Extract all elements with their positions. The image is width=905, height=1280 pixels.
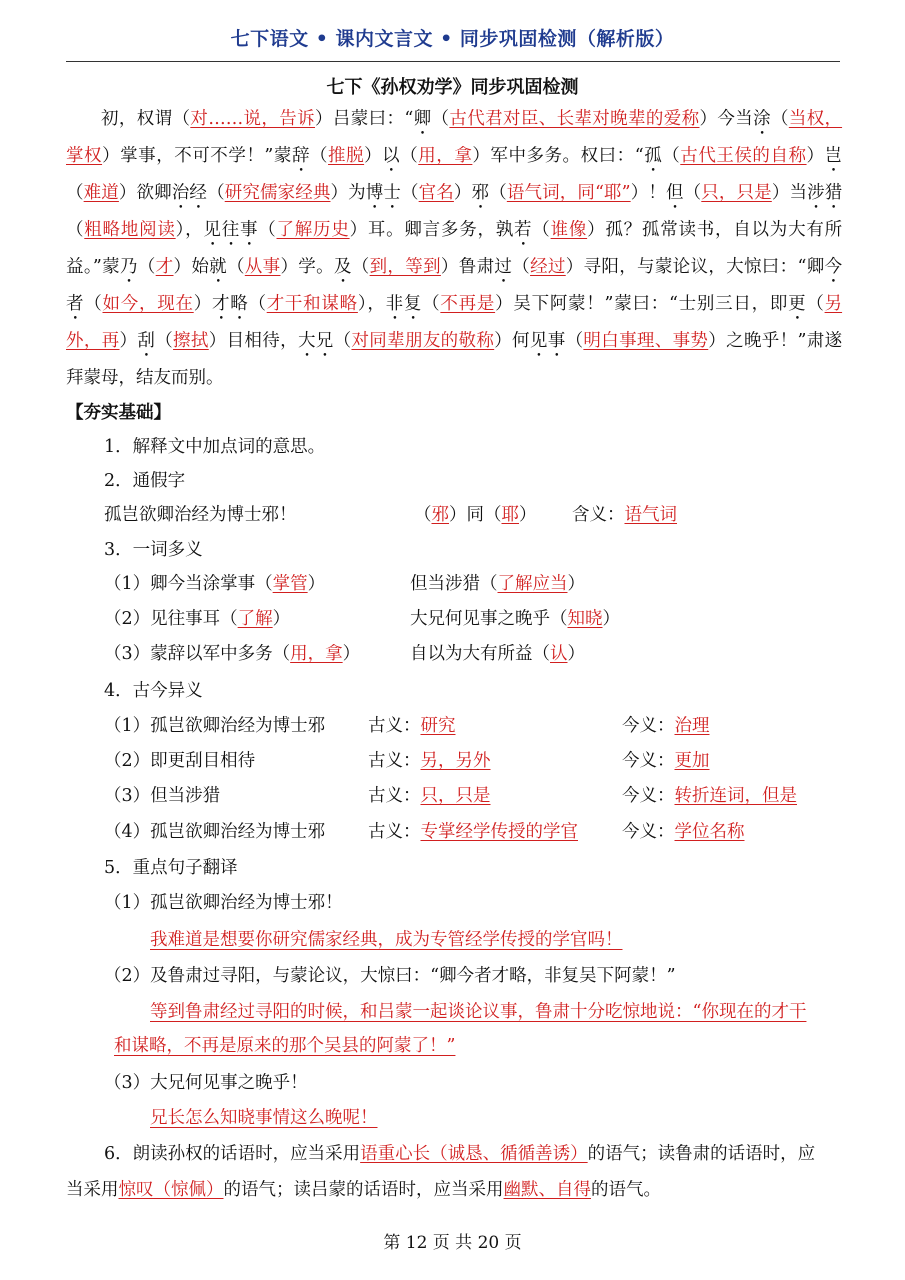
passage-annotation: 谁像 <box>550 220 588 240</box>
q3-item-right <box>410 570 585 595</box>
passage-text: （ <box>309 146 329 166</box>
q4-old-answer: 另，另外 <box>420 751 491 771</box>
dotted-word: 以 <box>382 146 401 166</box>
passage-annotation: 语气词，同“耶” <box>506 183 631 203</box>
passage-text: ） <box>119 331 138 351</box>
dotted-word: 治经 <box>171 183 208 203</box>
passage-text: （ <box>137 257 156 277</box>
q4-sentence: （3）但当涉猎 <box>104 786 221 806</box>
passage-text: （ <box>155 331 174 351</box>
passage-text: （ <box>683 183 702 203</box>
header-divider <box>66 61 840 62</box>
q3-text: ） <box>602 609 620 629</box>
q5-translation: 我难道是想要你研究儒家经典，成为专管经学传授的学官吗！ <box>150 930 623 950</box>
q2-sentence: 孤岂欲卿治经为博士邪！ <box>104 505 297 525</box>
dotted-word: 但 <box>666 183 684 203</box>
passage-annotation: 不再是 <box>440 294 496 314</box>
passage-text: （ <box>532 220 551 240</box>
passage-text: ）吕蒙曰：“ <box>315 109 414 129</box>
q6-line1 <box>104 1140 815 1165</box>
dotted-word: 今者 <box>66 257 843 314</box>
q5-question: （3）大兄何见事之晚乎！ <box>104 1073 308 1093</box>
q3-item-left <box>104 640 360 665</box>
dotted-word: 辞 <box>291 146 310 166</box>
q3-item-left <box>104 605 290 630</box>
q3-text: ） <box>567 644 585 664</box>
q4-new-answer: 学位名称 <box>674 822 745 842</box>
passage-annotation: 难道 <box>83 183 119 203</box>
q2-meaning-answer: 语气词 <box>624 505 677 525</box>
passage-text: （ <box>565 331 584 351</box>
q4-new <box>622 712 710 737</box>
dotted-word: 邪 <box>471 183 490 203</box>
dotted-word: 乃 <box>120 257 138 277</box>
passage-text: （ <box>770 109 789 129</box>
passage-text: （ <box>66 183 84 203</box>
q4-sentence: （4）孤岂欲卿治经为博士邪 <box>104 822 326 842</box>
q4-old-label: 古义： <box>368 716 421 736</box>
passage-text: ）始 <box>173 257 210 277</box>
passage-text: ） <box>806 146 825 166</box>
passage-text: ）今当 <box>699 109 754 129</box>
q3-label: 3．一词多义 <box>104 540 203 560</box>
passage-text: （ <box>333 331 352 351</box>
dotted-word: 涉猎 <box>807 183 843 203</box>
q4-new <box>622 782 797 807</box>
q4-new-answer: 转折连词，但是 <box>674 786 797 806</box>
q4-old <box>368 712 456 737</box>
passage-annotation: 如今，现在 <box>102 294 194 314</box>
passage-text: ） <box>364 146 383 166</box>
dotted-word: 见往事 <box>203 220 259 240</box>
q2-text: ）同（ <box>449 505 502 525</box>
passage-text: （ <box>806 294 825 314</box>
passage-annotation: 古代王侯的自称 <box>680 146 807 166</box>
q2-same-answer: 耶 <box>501 505 519 525</box>
q3-text: （2）见往事耳（ <box>104 609 238 629</box>
classical-passage <box>66 102 842 397</box>
q2-text: ） <box>519 505 537 525</box>
q6-text: 的语气。 <box>591 1180 661 1200</box>
passage-annotation: 了解历史 <box>276 220 350 240</box>
passage-text: （ <box>662 146 681 166</box>
q3-answer: 用，拿 <box>290 644 343 664</box>
passage-text: ）目相待， <box>208 331 298 351</box>
passage-text: ）鲁肃 <box>440 257 495 277</box>
q4-sentence: （2）即更刮目相待 <box>104 751 256 771</box>
q3-text: 大兄何见事之晚乎（ <box>410 609 568 629</box>
passage-annotation: 经过 <box>530 257 566 277</box>
passage-text: （ <box>431 109 450 129</box>
passage-text: ） <box>193 294 212 314</box>
passage-text: ） <box>453 183 472 203</box>
q5-label: 5．重点句子翻译 <box>104 858 238 878</box>
dotted-word: 若 <box>514 220 533 240</box>
dotted-word: 更 <box>788 294 807 314</box>
q4-new-label: 今义： <box>622 822 675 842</box>
q2-label: 2．通假字 <box>104 471 186 491</box>
dotted-word: 大兄 <box>297 331 334 351</box>
dotted-word: 涂 <box>753 109 771 129</box>
dotted-word: 就 <box>209 257 227 277</box>
passage-annotation: 擦拭 <box>173 331 209 351</box>
passage-text: （ <box>401 183 419 203</box>
q3-item-right <box>410 605 620 630</box>
passage-text: （ <box>84 294 103 314</box>
q4-old <box>368 782 491 807</box>
passage-annotation: 当权，掌权 <box>66 109 843 166</box>
passage-annotation: 研究儒家经典 <box>224 183 331 203</box>
q3-answer: 了解 <box>237 609 273 629</box>
passage-text: ）军中多务。权曰：“ <box>472 146 644 166</box>
dotted-word: 过 <box>494 257 513 277</box>
q4-old-label: 古义： <box>368 822 421 842</box>
q2-answer <box>414 501 537 526</box>
q3-text: （1）卿今当涂掌事（ <box>104 574 273 594</box>
q4-old <box>368 818 578 843</box>
q5-question: （2）及鲁肃过寻阳，与蒙论议，大惊曰：“卿今者才略，非复吴下阿蒙！” <box>104 966 676 986</box>
passage-annotation: 另外，再 <box>66 294 843 351</box>
passage-text: ）为 <box>330 183 366 203</box>
q3-text: ） <box>342 644 361 664</box>
dotted-word: 岂 <box>824 146 843 166</box>
q4-sentence: （1）孤岂欲卿治经为博士邪 <box>104 716 326 736</box>
q4-new-answer: 更加 <box>674 751 710 771</box>
q4-new <box>622 747 710 772</box>
passage-text: （ <box>226 257 245 277</box>
passage-text: （ <box>512 257 531 277</box>
passage-annotation: 才干和谋略 <box>266 294 358 314</box>
dotted-word: 才略 <box>211 294 249 314</box>
q6-answer: 幽默、自得 <box>503 1180 591 1200</box>
passage-annotation: 粗略地阅读 <box>84 220 176 240</box>
q4-label: 4．古今异义 <box>104 681 203 701</box>
passage-annotation: 只，只是 <box>701 183 772 203</box>
q5-translation: 兄长怎么知晓事情这么晚呢！ <box>150 1108 378 1128</box>
passage-paragraph <box>66 102 842 397</box>
dotted-word: 卿 <box>413 109 432 129</box>
passage-annotation: 用，拿 <box>418 146 473 166</box>
q4-old-answer: 研究 <box>420 716 456 736</box>
passage-text: （ <box>351 257 370 277</box>
passage-text: ）欲卿 <box>118 183 172 203</box>
q3-text: ） <box>307 574 326 594</box>
q6-text: 的语气；读吕蒙的话语时，应当采用 <box>223 1180 504 1200</box>
q3-text: ） <box>567 574 585 594</box>
q4-old-answer: 专掌经学传授的学官 <box>420 822 578 842</box>
q4-old-label: 古义： <box>368 751 421 771</box>
passage-text: ）， <box>175 220 204 240</box>
passage-text: （ <box>258 220 277 240</box>
passage-annotation: 对同辈朋友的敬称 <box>351 331 495 351</box>
passage-text: （ <box>207 183 225 203</box>
dotted-word: 及 <box>333 257 352 277</box>
q4-new-label: 今义： <box>622 786 675 806</box>
passage-annotation: 对……说，告诉 <box>190 109 316 129</box>
q3-answer: 掌管 <box>272 574 308 594</box>
q6-answer: 语重心长（诚恳、循循善诱） <box>360 1144 588 1164</box>
passage-text: ）学。 <box>280 257 334 277</box>
section-heading: 【夯实基础】 <box>66 403 171 423</box>
q4-new-label: 今义： <box>622 716 675 736</box>
passage-annotation: 明白事理、事势 <box>583 331 709 351</box>
q2-text: （ <box>414 505 432 525</box>
passage-text: ）， <box>357 294 386 314</box>
passage-text: （ <box>66 220 85 240</box>
q5-translation: 和谋略，不再是原来的那个吴县的阿蒙了！” <box>114 1036 456 1056</box>
passage-text: ）掌事，不可不学！”蒙 <box>102 146 292 166</box>
q5-translation: 等到鲁肃经过寻阳的时候，和吕蒙一起谈论议事，鲁肃十分吃惊地说：“你现在的才干 <box>150 1002 807 1022</box>
q4-new-answer: 治理 <box>674 716 710 736</box>
passage-text: （ <box>400 146 419 166</box>
q1-label: 1．解释文中加点词的意思。 <box>104 437 326 457</box>
passage-annotation: 古代君对臣、长辈对晚辈的爱称 <box>449 109 700 129</box>
doc-title: 七下《孙权劝学》同步巩固检测 <box>326 77 579 98</box>
q4-new-label: 今义： <box>622 751 675 771</box>
q3-text: ） <box>272 609 291 629</box>
passage-text: ）之晚乎！”肃遂拜蒙母，结友而别。 <box>66 331 843 388</box>
q3-item-left <box>104 570 325 595</box>
passage-text: ）吴下阿蒙！”蒙曰：“士别三日，即 <box>495 294 789 314</box>
q3-text: （3）蒙辞以军中多务（ <box>104 644 291 664</box>
passage-text: ）寻阳，与蒙论议，大惊曰：“卿 <box>565 257 825 277</box>
passage-text: ）孤？孤常读书，自以为大有所益。”蒙 <box>66 220 843 277</box>
passage-annotation: 到，等到 <box>369 257 441 277</box>
passage-text: ）何 <box>494 331 530 351</box>
passage-text: （ <box>489 183 507 203</box>
passage-text: ）耳。卿言多务，孰 <box>349 220 515 240</box>
passage-annotation: 从事 <box>244 257 281 277</box>
passage-text: 初，权谓（ <box>101 109 191 129</box>
passage-text: （ <box>248 294 267 314</box>
q2-meaning-label: 含义： <box>572 505 625 525</box>
q2-char-answer: 邪 <box>431 505 449 525</box>
passage-text: （ <box>422 294 441 314</box>
passage-annotation: 官名 <box>418 183 454 203</box>
q6-text: 6．朗读孙权的话语时，应当采用 <box>104 1144 361 1164</box>
q3-answer: 了解应当 <box>497 574 568 594</box>
q3-item-right <box>410 640 585 665</box>
q3-answer: 知晓 <box>567 609 603 629</box>
q4-old-answer: 只，只是 <box>420 786 491 806</box>
page-header: 七下语文 • 课内文言文 • 同步巩固检测（解析版） <box>230 28 675 50</box>
q4-new <box>622 818 745 843</box>
q2-meaning <box>572 501 677 526</box>
q5-question: （1）孤岂欲卿治经为博士邪！ <box>104 893 343 913</box>
q6-text: 的语气；读鲁肃的话语时，应 <box>587 1144 816 1164</box>
passage-text: ）！ <box>630 183 667 203</box>
dotted-word: 博士 <box>365 183 401 203</box>
passage-text: ）当 <box>771 183 808 203</box>
dotted-word: 孤 <box>643 146 663 166</box>
dotted-word: 见事 <box>529 331 566 351</box>
q6-answer: 惊叹（惊佩） <box>118 1180 224 1200</box>
passage-annotation: 推脱 <box>328 146 365 166</box>
dotted-word: 非复 <box>385 294 423 314</box>
dotted-word: 刮 <box>137 331 156 351</box>
q6-text: 当采用 <box>66 1180 119 1200</box>
q3-answer: 认 <box>550 644 568 664</box>
q6-line2 <box>66 1176 661 1201</box>
q3-text: 自以为大有所益（ <box>410 644 550 664</box>
q4-old <box>368 747 491 772</box>
page-number: 第 12 页 共 20 页 <box>383 1233 522 1253</box>
passage-annotation: 才 <box>155 257 174 277</box>
q3-text: 但当涉猎（ <box>410 574 498 594</box>
q4-old-label: 古义： <box>368 786 421 806</box>
